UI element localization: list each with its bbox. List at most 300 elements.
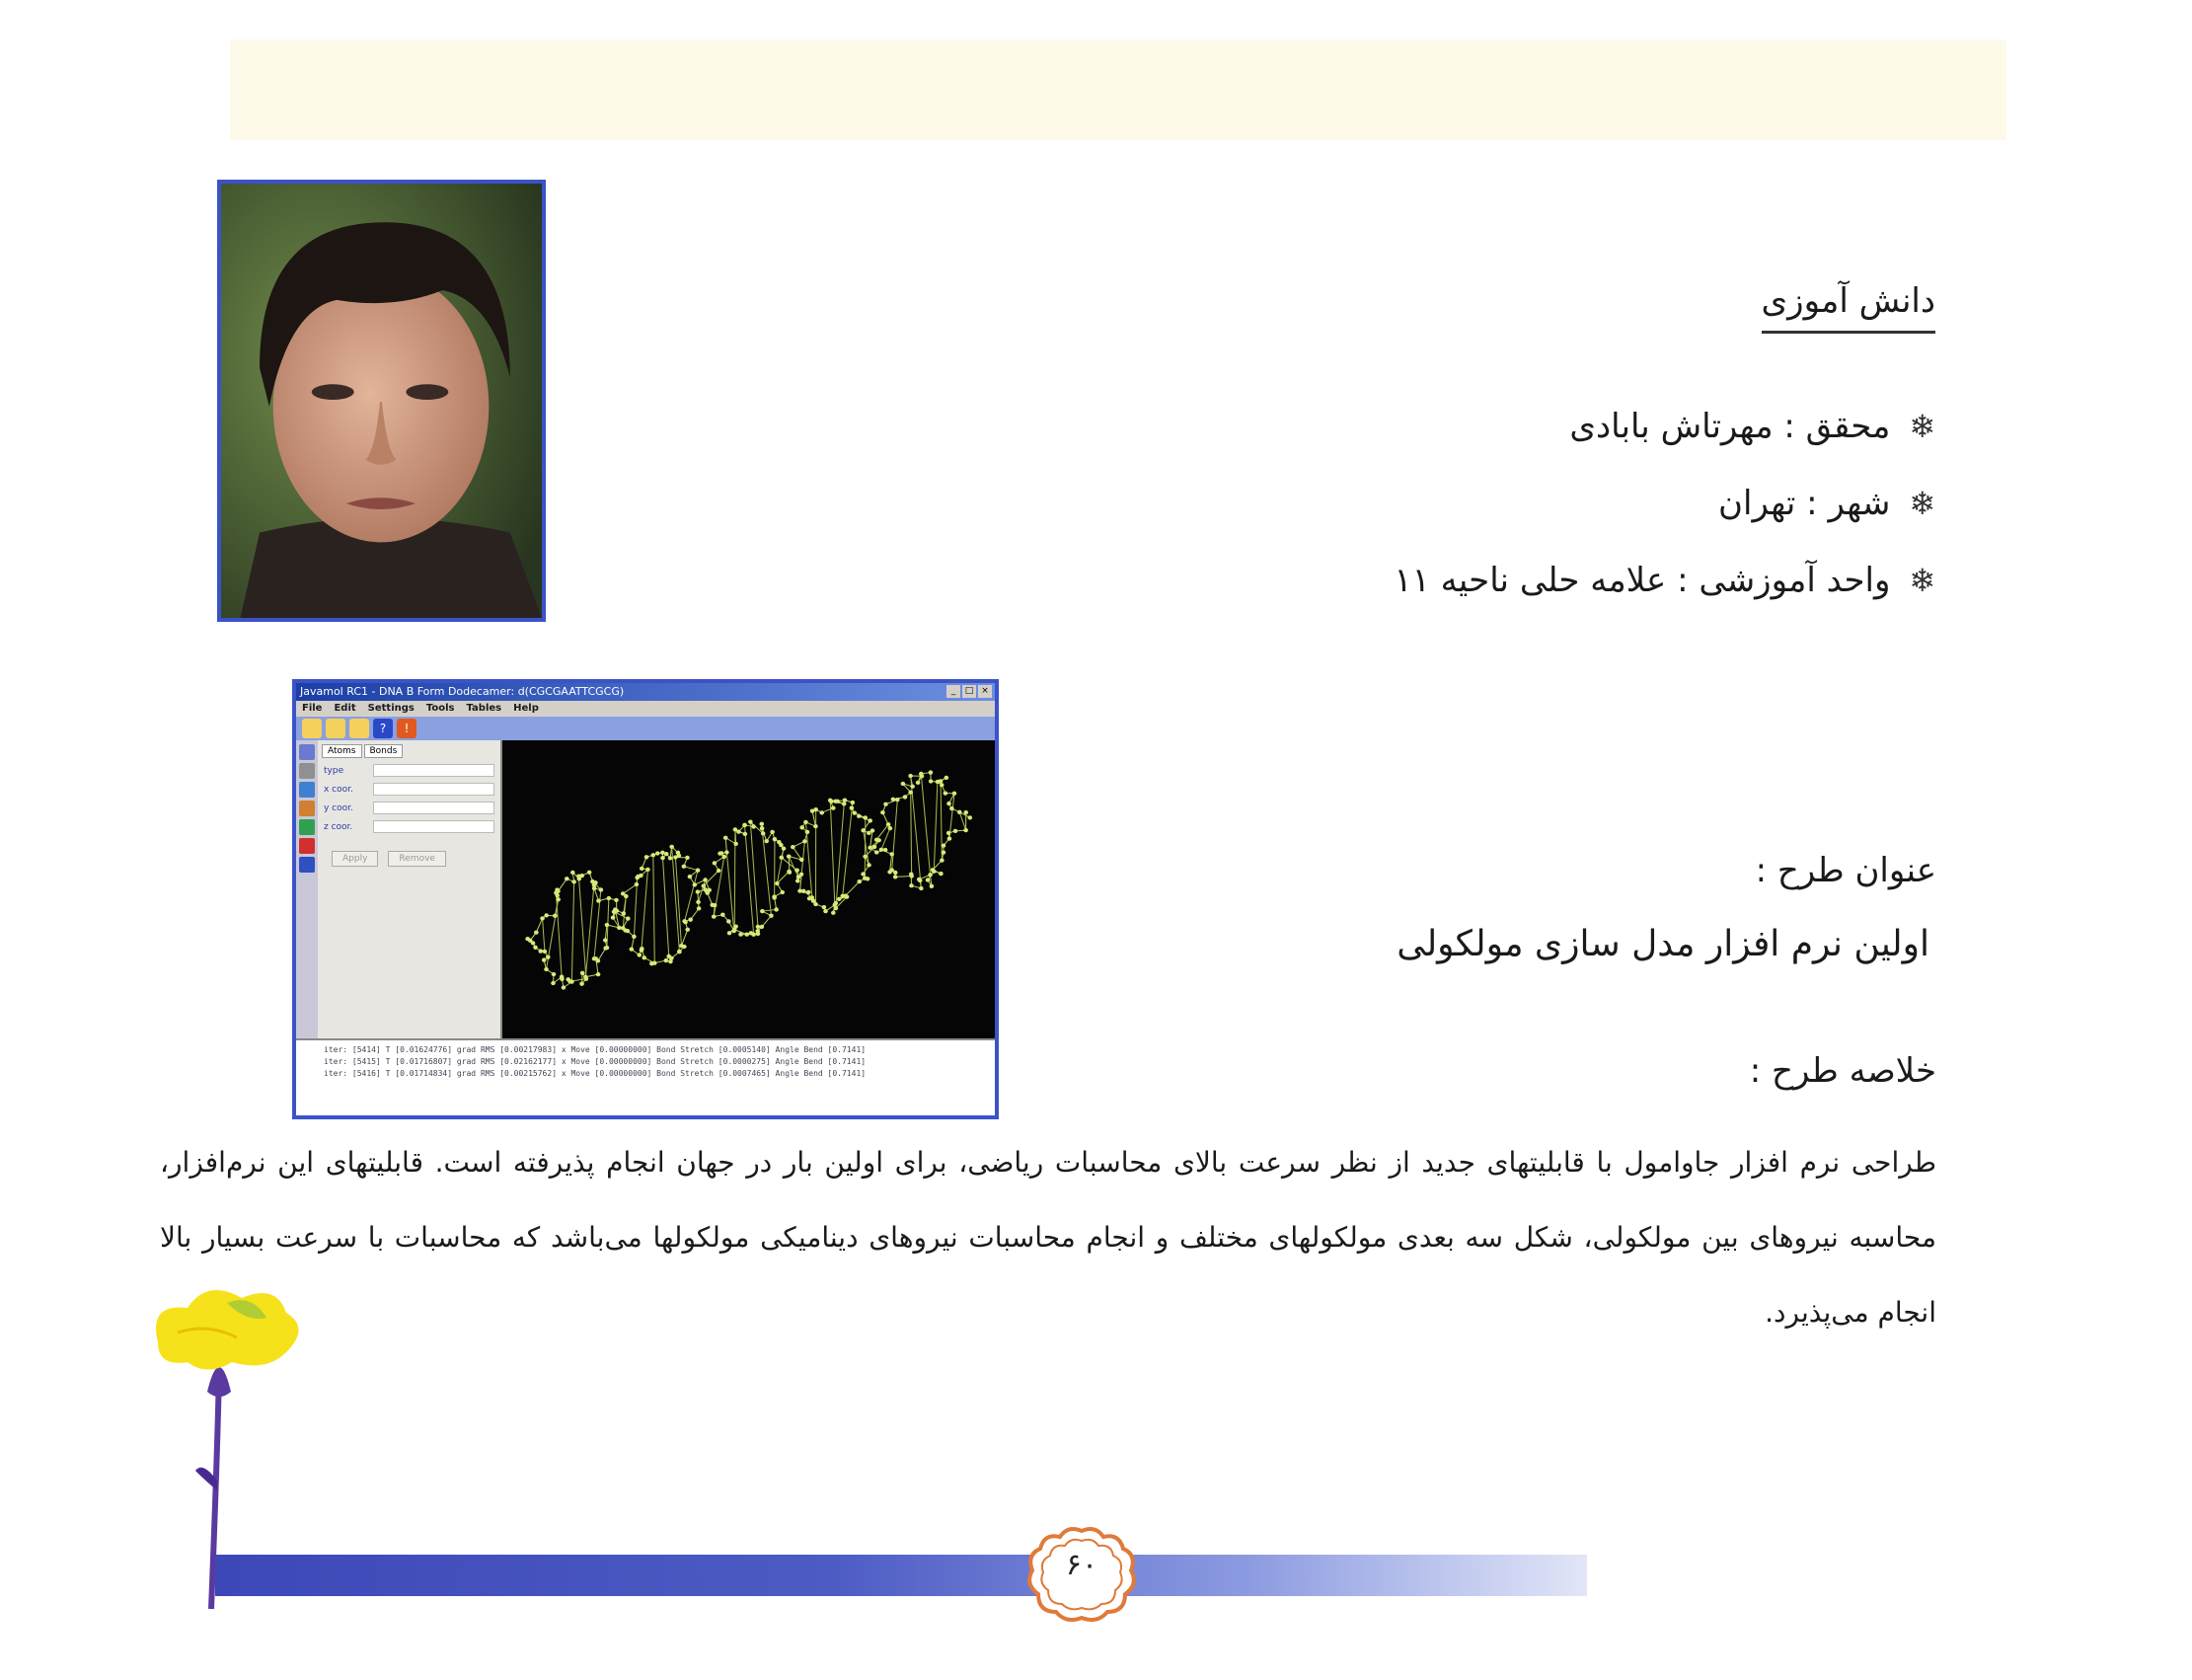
atom-dot	[813, 824, 818, 828]
atom-dot	[749, 931, 754, 935]
atom-dot	[720, 913, 725, 917]
atom-dot	[580, 971, 585, 975]
atom-dot	[677, 950, 682, 954]
atom-dot	[736, 830, 741, 834]
field-label: x coor.	[324, 784, 353, 795]
tool-column	[296, 740, 318, 1038]
atom-dot	[605, 946, 610, 950]
atom-dot	[645, 868, 650, 872]
atom-dot	[813, 807, 818, 811]
atom-dot	[553, 914, 558, 918]
atom-dot	[756, 925, 761, 929]
atom-dot	[551, 981, 556, 985]
atom-dot	[712, 914, 717, 918]
atom-dot	[926, 878, 931, 881]
atom-dot	[779, 843, 784, 847]
panel-tabs	[318, 740, 500, 758]
atom-dot	[919, 886, 924, 890]
atom-dot	[679, 944, 684, 948]
atom-dot	[721, 855, 726, 859]
atom-dot	[583, 975, 588, 979]
atom-dot	[963, 810, 968, 814]
project-summary: طراحی نرم افزار جاوامول با قابلیتهای جدید از نظر سرعت بالای محاسبات ریاضی، برای اولین بار در جهان انجام پذیرفته است. قابلیتهای این نرم‌افزار، محاسبه نیروهای بین مولکولی، شکل سه بعدی مولکولهای مختلف و انجام محاسبات نیروهای دینامیکی مولکولها می‌باشد که محاسبات با سرعت بسیار بالا انجام می‌پذیرد.	[160, 1146, 1936, 1329]
atom-dot	[930, 884, 935, 888]
properties-panel	[318, 740, 502, 1038]
field-x	[324, 783, 494, 796]
atom-dot	[743, 832, 748, 836]
base-pair-line	[663, 858, 669, 956]
atom-dot	[779, 856, 784, 860]
atom-dot	[802, 839, 807, 843]
atom-dot	[916, 781, 921, 785]
atom-dot	[644, 855, 649, 859]
base-pair-line	[571, 881, 573, 981]
footer-bar	[215, 1555, 1587, 1596]
bond-line	[536, 918, 542, 932]
atom-dot	[957, 810, 962, 814]
atom-dot	[612, 910, 617, 914]
atom-dot	[842, 802, 847, 805]
atom-dot	[724, 850, 729, 854]
atom-dot	[744, 932, 749, 936]
iteration-log	[296, 1038, 995, 1115]
atom-dot	[909, 883, 914, 887]
atom-dot	[883, 848, 888, 852]
field-z	[324, 820, 494, 833]
atom-dot	[909, 873, 914, 877]
atom-dot	[688, 918, 693, 922]
atom-dot	[857, 879, 862, 883]
atom-dot	[685, 856, 690, 860]
atom-dot	[787, 854, 792, 858]
atom-dot	[748, 819, 753, 823]
atom-dot	[769, 914, 774, 918]
atom-dot	[880, 810, 885, 814]
snowflake-icon: ❄	[1909, 408, 1935, 445]
atom-dot	[697, 906, 702, 910]
atom-dot	[947, 836, 952, 840]
atom-dot	[944, 792, 948, 796]
atom-dot	[764, 839, 769, 843]
bond-line	[598, 948, 606, 960]
atom-dot	[870, 828, 875, 832]
atom-dot	[723, 836, 728, 840]
atom-dot	[682, 919, 687, 923]
atom-dot	[807, 896, 812, 900]
atom-dot	[874, 838, 879, 842]
window-title: Javamol RC1 - DNA B Form Dodecamer: d(CGCGAATTCGCG)	[300, 685, 625, 698]
atom-dot	[813, 902, 818, 906]
researcher-label: محقق	[1805, 407, 1891, 446]
measure-tool-icon	[299, 857, 315, 873]
log-line: iter: [5414] T [0.01624776] grad RMS [0.00217983] x Move [0.00000000] Bond Stretch [0.0005140] Angle Bend [0.7141]	[324, 1045, 867, 1054]
software-screenshot	[292, 679, 999, 1119]
atom-dot	[788, 871, 793, 875]
base-pair-line	[800, 841, 805, 890]
atom-tool-icon	[299, 801, 315, 816]
base-pair-line	[556, 893, 562, 977]
base-pair-line	[941, 781, 942, 860]
atom-dot	[726, 919, 731, 923]
researcher-line	[1569, 407, 1935, 446]
atom-dot	[874, 850, 879, 854]
atom-dot	[544, 967, 549, 971]
atom-dot	[579, 982, 584, 986]
atom-dot	[649, 961, 654, 965]
new-icon	[302, 719, 322, 738]
atom-dot	[868, 846, 872, 850]
field-label: type	[324, 765, 344, 776]
atom-dot	[738, 932, 743, 936]
base-pair-line	[642, 870, 648, 951]
atom-dot	[953, 829, 958, 833]
atom-dot	[939, 779, 944, 783]
window-titlebar	[296, 683, 995, 701]
atom-dot	[866, 877, 870, 880]
field-box	[373, 802, 494, 814]
atom-dot	[931, 868, 936, 872]
atom-dot	[668, 856, 673, 860]
atom-dot	[829, 800, 834, 803]
atom-dot	[599, 887, 604, 891]
atom-dot	[622, 911, 627, 915]
atom-dot	[945, 776, 949, 780]
base-pair-line	[865, 817, 866, 878]
rotate-tool-icon	[299, 763, 315, 779]
menu-tools: Tools	[425, 703, 455, 714]
atom-dot	[940, 783, 945, 787]
atom-dot	[835, 800, 840, 803]
atom-dot	[542, 957, 547, 961]
bond-line	[558, 878, 567, 891]
delete-tool-icon	[299, 838, 315, 854]
atom-dot	[705, 891, 710, 895]
atom-dot	[733, 842, 738, 846]
base-pair-line	[843, 802, 853, 896]
open-folder-icon	[326, 719, 345, 738]
base-pair-line	[585, 885, 594, 977]
atom-dot	[886, 822, 891, 826]
atom-dot	[719, 851, 724, 855]
atom-dot	[861, 828, 866, 832]
atom-dot	[831, 911, 836, 915]
base-pair-line	[634, 878, 637, 937]
atom-dot	[682, 865, 687, 869]
atom-dot	[760, 925, 765, 929]
atom-dot	[570, 871, 575, 875]
atom-dot	[799, 858, 804, 862]
atom-dot	[533, 946, 538, 950]
base-pair-line	[543, 918, 545, 951]
atom-dot	[596, 899, 601, 903]
atom-dot	[761, 831, 766, 835]
separator: :	[1677, 561, 1689, 600]
atom-dot	[857, 814, 862, 818]
atom-dot	[908, 790, 913, 794]
atom-dot	[673, 855, 678, 859]
atom-dot	[799, 825, 804, 829]
project-title: اولین نرم افزار مدل سازی مولکولی	[1397, 924, 1929, 964]
atom-dot	[556, 897, 561, 901]
field-label: y coor.	[324, 802, 353, 813]
atom-dot	[893, 875, 898, 878]
atom-dot	[696, 889, 701, 893]
atom-dot	[543, 950, 548, 954]
atom-dot	[660, 856, 665, 860]
atom-dot	[560, 977, 565, 981]
atom-dot	[843, 799, 848, 802]
menu-file: File	[302, 703, 323, 714]
atom-dot	[917, 878, 922, 881]
atom-dot	[603, 938, 608, 942]
minimize-icon: _	[946, 685, 960, 698]
bond-line	[623, 884, 637, 893]
summary-label: خلاصه طرح :	[1749, 1051, 1936, 1091]
atom-dot	[929, 770, 934, 774]
field-box	[373, 820, 494, 833]
atom-dot	[775, 881, 780, 885]
atom-dot	[780, 890, 785, 894]
atom-dot	[893, 871, 898, 875]
atom-dot	[928, 873, 933, 877]
atom-dot	[774, 907, 779, 911]
base-pair-line	[578, 877, 586, 979]
atom-dot	[621, 891, 626, 895]
atom-dot	[843, 893, 848, 897]
atom-dot	[660, 851, 665, 855]
atom-dot	[626, 929, 631, 933]
atom-dot	[803, 820, 808, 824]
atom-dot	[702, 883, 707, 887]
atom-dot	[901, 782, 906, 786]
atom-dot	[685, 928, 690, 932]
menu-help: Help	[513, 703, 539, 714]
atom-dot	[895, 798, 900, 802]
atom-dot	[879, 848, 884, 852]
atom-dot	[713, 903, 718, 907]
atom-dot	[772, 894, 777, 898]
atom-dot	[791, 845, 795, 849]
atom-dot	[534, 930, 539, 934]
atom-dot	[655, 851, 660, 855]
category-heading: دانش آموزی	[1762, 281, 1935, 334]
menu-bar	[296, 701, 995, 717]
atom-dot	[713, 861, 718, 865]
header-band	[230, 39, 2006, 140]
atom-dot	[795, 878, 800, 882]
city-value: تهران	[1718, 484, 1796, 523]
city-line	[1718, 484, 1935, 523]
atom-dot	[806, 890, 811, 894]
atom-dot	[540, 916, 545, 920]
school-value: علامه حلی ناحیه ۱۱	[1394, 561, 1667, 600]
tab-atoms: Atoms	[322, 744, 362, 758]
field-type	[324, 764, 494, 777]
atom-dot	[639, 874, 643, 878]
atom-dot	[651, 853, 656, 857]
app-body	[296, 740, 995, 1038]
atom-dot	[910, 785, 915, 789]
atom-dot	[587, 871, 592, 875]
atom-dot	[693, 882, 698, 886]
atom-dot	[565, 877, 569, 880]
field-y	[324, 802, 494, 814]
help-icon: ?	[373, 719, 393, 738]
atom-dot	[891, 798, 896, 802]
atom-dot	[837, 897, 842, 901]
field-box	[373, 764, 494, 777]
dna-molecule-render	[502, 740, 995, 1038]
atom-dot	[669, 956, 674, 960]
atom-dot	[823, 909, 828, 913]
school-line	[1394, 561, 1935, 600]
separator: :	[1806, 484, 1818, 523]
select-tool-icon	[299, 744, 315, 760]
page-number: ۶۰	[1065, 1548, 1098, 1582]
atom-dot	[794, 868, 799, 872]
bond-line	[762, 916, 772, 927]
atom-dot	[630, 947, 635, 951]
atom-dot	[696, 869, 701, 873]
atom-dot	[760, 909, 765, 913]
atom-dot	[640, 947, 644, 951]
atom-dot	[632, 935, 637, 939]
atom-dot	[834, 906, 839, 910]
apply-button: Apply	[332, 851, 378, 867]
tab-bonds: Bonds	[364, 744, 404, 758]
base-pair-line	[934, 782, 938, 872]
atom-dot	[946, 831, 951, 835]
atom-dot	[963, 828, 968, 832]
atom-dot	[967, 815, 972, 819]
menu-tables: Tables	[466, 703, 502, 714]
atom-dot	[607, 896, 612, 900]
separator: :	[1783, 407, 1795, 446]
atom-dot	[888, 826, 893, 830]
atom-dot	[939, 872, 944, 876]
base-pair-line	[653, 855, 654, 962]
base-pair-line	[892, 800, 898, 870]
atom-dot	[868, 818, 872, 822]
atom-dot	[919, 772, 924, 776]
atom-dot	[640, 867, 644, 871]
atom-dot	[760, 826, 765, 830]
atom-dot	[872, 845, 877, 849]
atom-dot	[851, 801, 856, 804]
atom-dot	[889, 852, 894, 856]
atom-dot	[782, 847, 787, 851]
atom-dot	[637, 953, 642, 956]
school-label: واحد آموزشی	[1699, 561, 1891, 600]
menu-settings: Settings	[367, 703, 415, 714]
atom-dot	[742, 823, 747, 827]
close-icon: ×	[978, 685, 992, 698]
atom-dot	[867, 863, 871, 867]
title-label: عنوان طرح :	[1755, 851, 1936, 890]
toolbar	[296, 717, 995, 740]
atom-dot	[819, 810, 824, 814]
atom-dot	[949, 806, 954, 810]
atom-dot	[642, 955, 646, 959]
move-tool-icon	[299, 782, 315, 798]
atom-dot	[562, 985, 567, 989]
researcher-name: مهرتاش بابادی	[1569, 407, 1774, 446]
atom-dot	[596, 958, 601, 962]
atom-dot	[834, 901, 839, 905]
snowflake-icon: ❄	[1909, 485, 1935, 522]
atom-dot	[567, 979, 572, 983]
atom-dot	[669, 845, 674, 849]
atom-dot	[605, 923, 610, 927]
remove-button: Remove	[388, 851, 446, 867]
atom-dot	[592, 956, 597, 960]
atom-dot	[940, 858, 945, 862]
atom-dot	[611, 916, 616, 920]
bond-line	[895, 876, 912, 877]
atom-dot	[696, 900, 701, 904]
field-box	[373, 783, 494, 796]
bond-line	[605, 925, 607, 940]
window-controls	[946, 683, 995, 701]
atom-dot	[942, 850, 946, 854]
bond-tool-icon	[299, 819, 315, 835]
atom-dot	[732, 928, 737, 932]
panel-buttons	[332, 851, 500, 867]
base-pair-line	[726, 852, 733, 931]
atom-dot	[590, 879, 595, 883]
atom-dot	[850, 805, 855, 809]
atom-dot	[552, 972, 557, 976]
atom-dot	[556, 889, 561, 893]
atom-dot	[863, 855, 868, 859]
atom-dot	[592, 886, 597, 890]
molecule-viewer	[502, 740, 995, 1038]
bond-line	[846, 881, 860, 895]
atom-dot	[727, 931, 732, 935]
base-pair-line	[921, 774, 930, 875]
base-pair-line	[714, 857, 724, 917]
atom-dot	[853, 810, 858, 814]
city-label: شهر	[1828, 484, 1891, 523]
atom-dot	[617, 926, 622, 930]
atom-dot	[664, 958, 669, 962]
snowflake-icon: ❄	[1909, 562, 1935, 599]
atom-dot	[799, 873, 804, 877]
atom-dot	[579, 874, 584, 878]
atom-dot	[805, 830, 810, 834]
atom-dot	[801, 889, 806, 893]
atom-dot	[546, 955, 551, 959]
atom-dot	[864, 815, 869, 819]
maximize-icon: □	[962, 685, 976, 698]
atom-dot	[770, 830, 775, 834]
atom-dot	[908, 774, 913, 778]
atom-dot	[664, 852, 669, 856]
atom-dot	[528, 939, 533, 943]
atom-dot	[703, 878, 708, 881]
atom-dot	[626, 916, 631, 920]
atom-dot	[822, 905, 827, 909]
bond-line	[812, 811, 815, 827]
atom-dot	[614, 898, 619, 902]
atom-dot	[544, 913, 549, 917]
bond-line	[681, 930, 687, 946]
atom-dot	[755, 929, 760, 933]
atom-dot	[571, 879, 576, 883]
base-pair-line	[911, 793, 912, 877]
atom-dot	[942, 844, 946, 848]
atom-dot	[635, 882, 640, 886]
